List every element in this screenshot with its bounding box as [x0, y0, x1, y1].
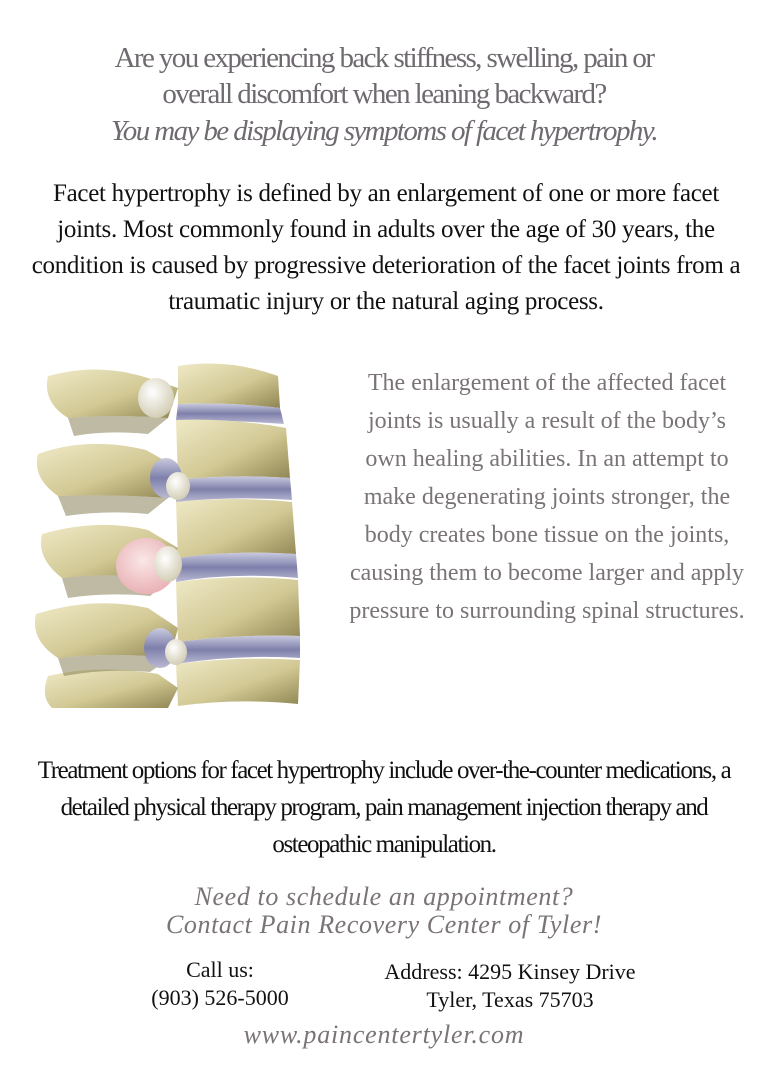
explanation-paragraph: The enlargement of the affected facet joints is usually a result of the body’s own healing abilities. In an attempt to make degenerating joints stronger, the body creates bone tissue on the joints, causing them to become larger and apply pressure to surrounding spinal structures. — [349, 370, 745, 624]
address-block — [350, 958, 670, 1014]
address-line1: Address: 4295 Kinsey Drive — [384, 959, 636, 984]
website-link[interactable]: www.paincentertyler.com — [243, 1020, 525, 1049]
call-block — [120, 956, 320, 1012]
phone-number[interactable]: (903) 526-5000 — [151, 985, 289, 1010]
spine-illustration-icon — [28, 358, 338, 710]
headline-symptom-line: You may be displaying symptoms of facet hypertrophy. — [110, 115, 658, 147]
cta-line1: Need to schedule an appointment? — [194, 882, 574, 911]
call-label: Call us: — [186, 957, 254, 982]
headline-question-line2: overall discomfort when leaning backward? — [162, 78, 606, 110]
address-line2: Tyler, Texas 75703 — [426, 987, 594, 1012]
headline-question-line1: Are you experiencing back stiffness, swelling, pain or — [114, 42, 654, 74]
treatment-paragraph: Treatment options for facet hypertrophy include over-the-counter medications, a detailed physical therapy program, pain management injection therapy and osteopathic manipulation. — [37, 757, 731, 858]
intro-paragraph: Facet hypertrophy is defined by an enlargement of one or more facet joints. Most commonly found in adults over the age of 30 years, the condition is caused by progressive deterioration of the facet joints from a traumatic injury or the natural aging process. — [31, 180, 741, 315]
cta-line2: Contact Pain Recovery Center of Tyler! — [165, 910, 603, 939]
